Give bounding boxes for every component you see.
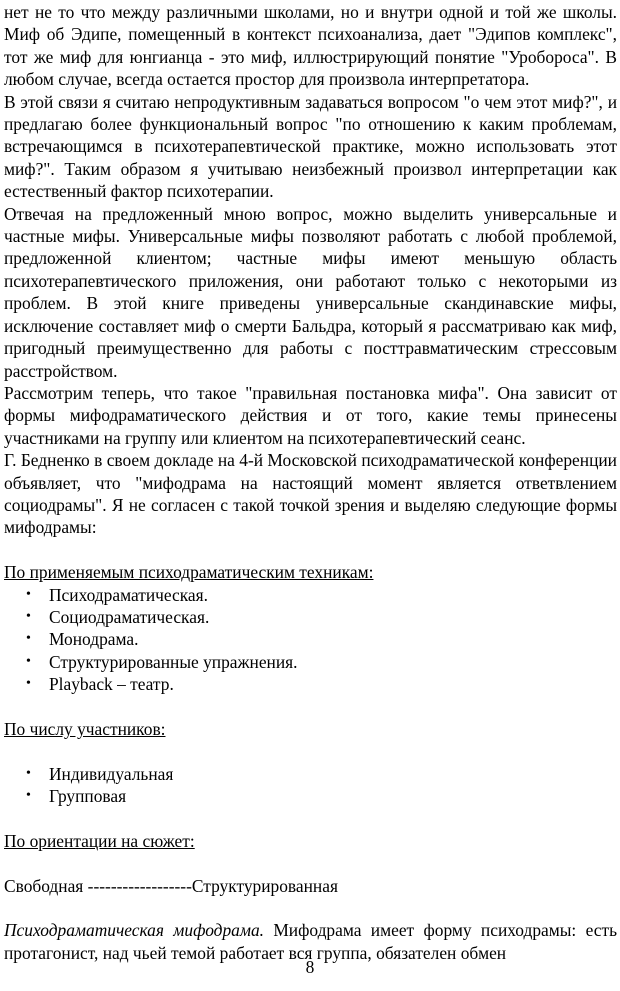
document-page [4, 1, 617, 964]
list-item [4, 628, 617, 650]
bullet-icon: • [26, 788, 31, 804]
list-item [4, 785, 617, 807]
list-item-label: Социодраматическая. [49, 606, 210, 627]
list-item-label: Playback – театр. [49, 674, 174, 695]
bullet-icon: • [26, 631, 31, 647]
blank-line [4, 852, 617, 874]
plot-scale-line: Свободная ------------------Структурированная [4, 875, 338, 896]
techniques-list [4, 584, 617, 696]
list-item-label: Монодрама. [49, 629, 139, 650]
paragraph-1: нет не то что между различными школами, но и внутри одной и той же школы. Миф об Эдипе, помещенный в контекст психоанализа, дает "Эдипов комплекс", тот же миф для юнгианца - это миф, иллюстрирующий понятие "Уробороса". В любом случае, всегда остается простор для произвола интерпретатора. [4, 2, 617, 90]
list-item-label: Групповая [49, 786, 127, 807]
blank-line [4, 696, 617, 718]
paragraph-2: В этой связи я считаю непродуктивным задаваться вопросом "о чем этот миф?", и предлагаю более функциональный вопрос "по отношению к каким проблемам, встречающимся в психотерапевтической практике, можно использовать этот миф?". Таким образом я учитываю неизбежный произвол интерпретации как естественный фактор психотерапии. [4, 91, 617, 202]
bullet-icon: • [26, 608, 31, 624]
bullet-icon: • [26, 765, 31, 781]
paragraph-4: Рассмотрим теперь, что такое "правильная постановка мифа". Она зависит от формы мифодраматического действия и от того, какие темы принесены участниками на группу или клиентом на психотерапевтический сеанс. [4, 382, 617, 448]
list-item [4, 651, 617, 673]
final-paragraph-term: Психодраматическая мифодрама. [4, 920, 264, 941]
list-item-label: Структурированные упражнения. [49, 651, 298, 672]
blank-line [4, 807, 617, 829]
bullet-icon: • [26, 676, 31, 692]
list-item [4, 584, 617, 606]
blank-line [4, 740, 617, 762]
page-number: 8 [305, 957, 315, 977]
list-item-label: Индивидуальная [49, 763, 174, 784]
paragraph-3: Отвечая на предложенный мною вопрос, можно выделить универсальные и частные мифы. Универсальные мифы позволяют работать с любой проблемой, предложенной клиентом; частные мифы имеют меньшую область психотерапевтического приложения, они работают только с некоторыми из проблем. В этой книге приведены универсальные скандинавские мифы, исключение составляет миф о смерти Бальдра, который я рассматриваю как миф, пригодный преимущественно для работы с посттравматическим стрессовым расстройством. [4, 203, 617, 381]
list-item [4, 673, 617, 695]
paragraph-5: Г. Бедненко в своем докладе на 4-й Московской психодраматической конференции объявляет, что "мифодрама на настоящий момент является ответвлением социодрамы". Я не согласен с такой точкой зрения и выделяю следующие формы мифодрамы: [4, 450, 617, 538]
blank-line [4, 897, 617, 919]
list-item-label: Психодраматическая. [49, 584, 209, 605]
participants-list [4, 763, 617, 808]
bullet-icon: • [26, 586, 31, 602]
plot-heading: По ориентации на сюжет: [4, 830, 195, 851]
list-item [4, 606, 617, 628]
final-paragraph-text: Мифодрама имеет форму психодрамы: есть протагонист, над чьей темой работает вся группа, обязателен обмен [4, 920, 618, 963]
bullet-icon: • [26, 653, 31, 669]
participants-heading: По числу участников: [4, 718, 166, 739]
blank-line [4, 539, 617, 561]
list-item [4, 763, 617, 785]
techniques-heading: По применяемым психодраматическим техникам: [4, 562, 374, 583]
